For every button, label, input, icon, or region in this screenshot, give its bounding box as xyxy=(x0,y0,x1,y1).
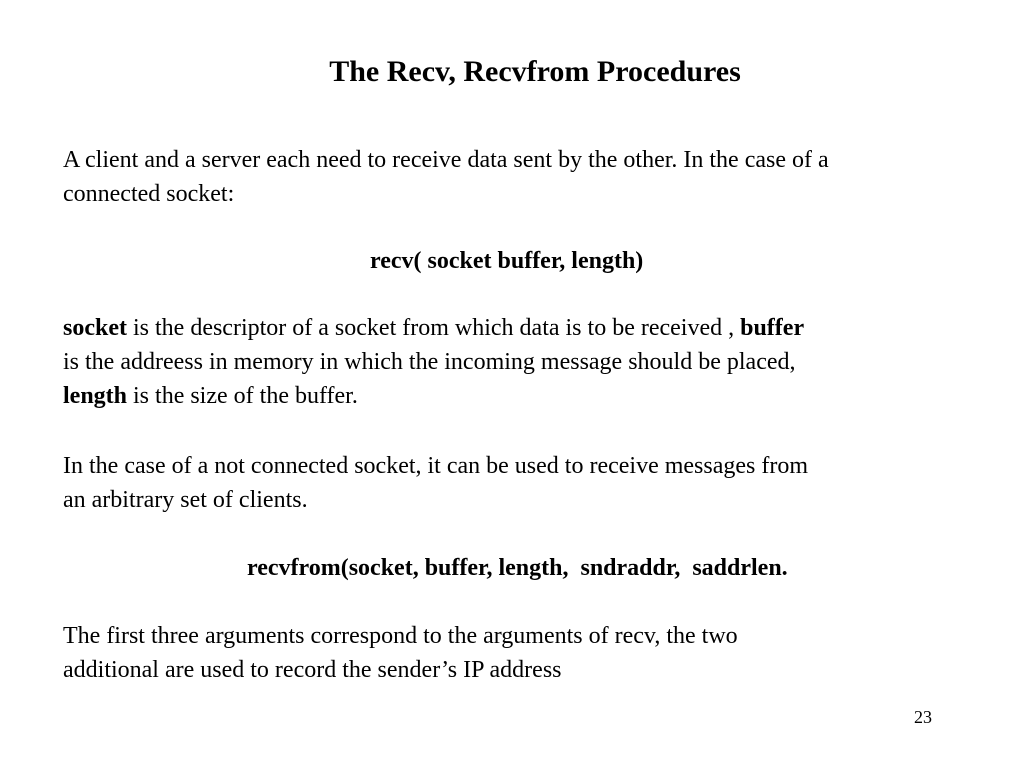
buffer-description: is the addreess in memory in which the incoming message should be placed, xyxy=(63,349,796,375)
slide-title: The Recv, Recvfrom Procedures xyxy=(329,55,741,88)
socket-description: is the descriptor of a socket from which data is to be received , xyxy=(126,315,741,341)
intro-line: connected socket: xyxy=(63,181,235,207)
socket-term: socket xyxy=(63,315,127,341)
length-description: is the size of the buffer. xyxy=(127,383,358,409)
parameters-paragraph xyxy=(63,311,993,413)
not-connected-line: In the case of a not connected socket, it can be used to receive messages from xyxy=(63,453,809,479)
length-term: length xyxy=(63,383,128,409)
recvfrom-signature: recvfrom(socket, buffer, length, sndraddr, saddrlen. xyxy=(247,555,788,581)
not-connected-line: an arbitrary set of clients. xyxy=(63,487,308,513)
closing-line: additional are used to record the sender’s IP address xyxy=(63,657,562,683)
recv-signature: recv( socket buffer, length) xyxy=(370,248,644,274)
page-number: 23 xyxy=(914,707,932,727)
closing-line: The first three arguments correspond to the arguments of recv, the two xyxy=(63,623,738,649)
not-connected-paragraph xyxy=(63,449,993,517)
closing-paragraph xyxy=(63,619,993,687)
buffer-term: buffer xyxy=(740,315,805,341)
intro-paragraph xyxy=(63,143,993,211)
intro-line: A client and a server each need to receive data sent by the other. In the case of a xyxy=(63,147,829,173)
